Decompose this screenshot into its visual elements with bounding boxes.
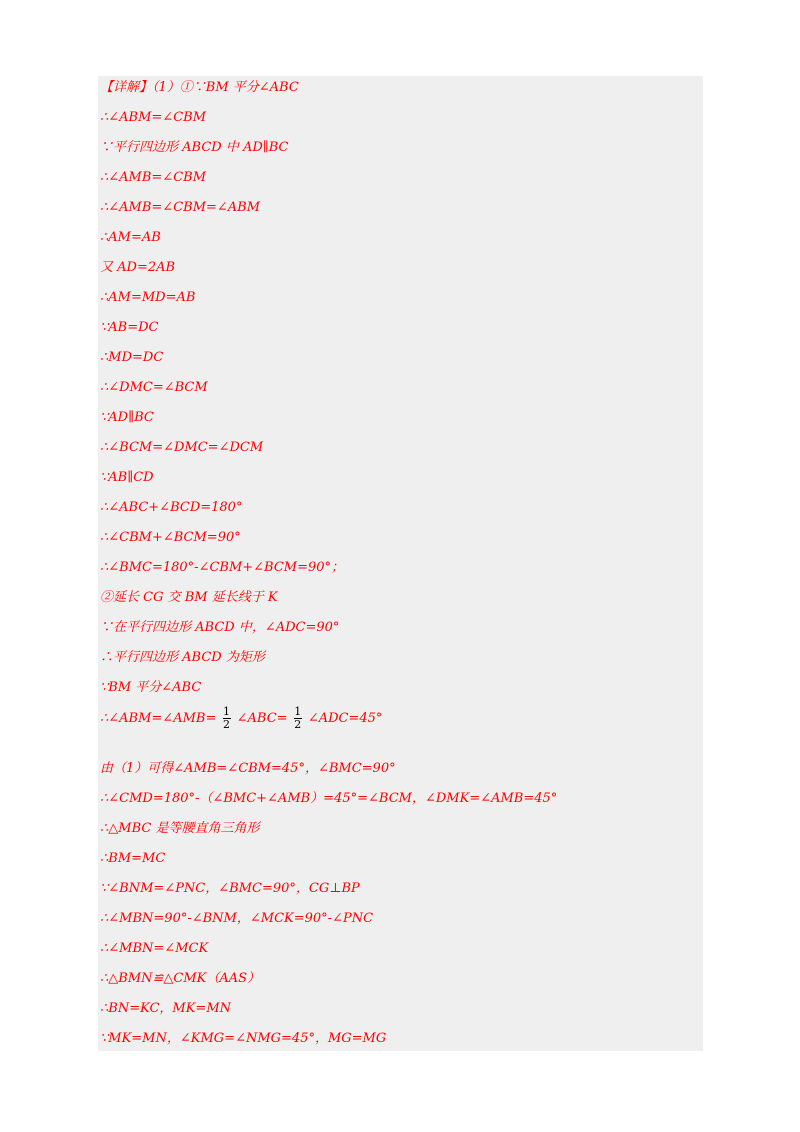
solution-line: ∴平行四边形 ABCD 为矩形 [100, 650, 265, 665]
fraction-half-2 [294, 706, 302, 731]
fraction-numerator: 1 [294, 705, 302, 718]
fraction-denominator: 2 [294, 718, 302, 731]
solution-line: ∴△MBC 是等腰直角三角形 [100, 821, 260, 836]
fraction-line-part3: ∠ADC=45° [307, 711, 383, 726]
solution-line: ∴∠CMD=180°-（∠BMC+∠AMB）=45°=∠BCM，∠DMK=∠AMB=45° [100, 791, 558, 806]
solution-line: ∵BM 平分∠ABC [100, 680, 202, 695]
fraction-half-1 [223, 706, 231, 731]
solution-line: ∴∠ABM=∠CBM [100, 110, 207, 125]
solution-line: ∵∠BNM=∠PNC，∠BMC=90°，CG⊥BP [100, 881, 360, 896]
solution-line: ∴∠ABC+∠BCD=180° [100, 500, 243, 515]
solution-line: 又 AD=2AB [100, 260, 176, 275]
solution-line: ∴∠BMC=180°-∠CBM+∠BCM=90°； [100, 560, 345, 575]
solution-line: ∵平行四边形 ABCD 中 AD∥BC [100, 140, 289, 155]
solution-line: ②延长 CG 交 BM 延长线于 K [100, 590, 278, 605]
solution-line: ∴BM=MC [100, 851, 166, 866]
solution-line: ∴△BMN≌△CMK（AAS） [100, 971, 261, 986]
fraction-line [100, 706, 382, 736]
solution-line: ∴AM=MD=AB [100, 290, 196, 305]
solution-line: ∴BN=KC，MK=MN [100, 1001, 232, 1016]
solution-line: ∴∠MBN=90°-∠BNM，∠MCK=90°-∠PNC [100, 911, 374, 926]
solution-line: 【详解】（1）①∵BM 平分∠ABC [100, 80, 299, 95]
solution-line: ∴∠BCM=∠DMC=∠DCM [100, 440, 264, 455]
solution-line: ∴∠DMC=∠BCM [100, 380, 208, 395]
solution-line: ∴∠AMB=∠CBM=∠ABM [100, 200, 261, 215]
fraction-line-part2: ∠ABC= [236, 711, 288, 726]
solution-line: ∴MD=DC [100, 350, 164, 365]
solution-line: ∴∠AMB=∠CBM [100, 170, 207, 185]
solution-line: ∴∠CBM+∠BCM=90° [100, 530, 241, 545]
fraction-line-part1: ∴∠ABM=∠AMB= [100, 711, 217, 726]
solution-line: ∴∠MBN=∠MCK [100, 941, 209, 956]
fraction-denominator: 2 [223, 718, 230, 731]
solution-line: 由（1）可得∠AMB=∠CBM=45°，∠BMC=90° [100, 761, 396, 776]
solution-line: ∴AM=AB [100, 230, 161, 245]
solution-line: ∵AD∥BC [100, 410, 154, 425]
solution-line: ∵AB∥CD [100, 470, 154, 485]
solution-line: ∵在平行四边形 ABCD 中，∠ADC=90° [100, 620, 340, 635]
solution-line: ∵AB=DC [100, 320, 159, 335]
solution-line: ∵MK=MN，∠KMG=∠NMG=45°，MG=MG [100, 1031, 387, 1046]
fraction-numerator: 1 [223, 705, 230, 718]
